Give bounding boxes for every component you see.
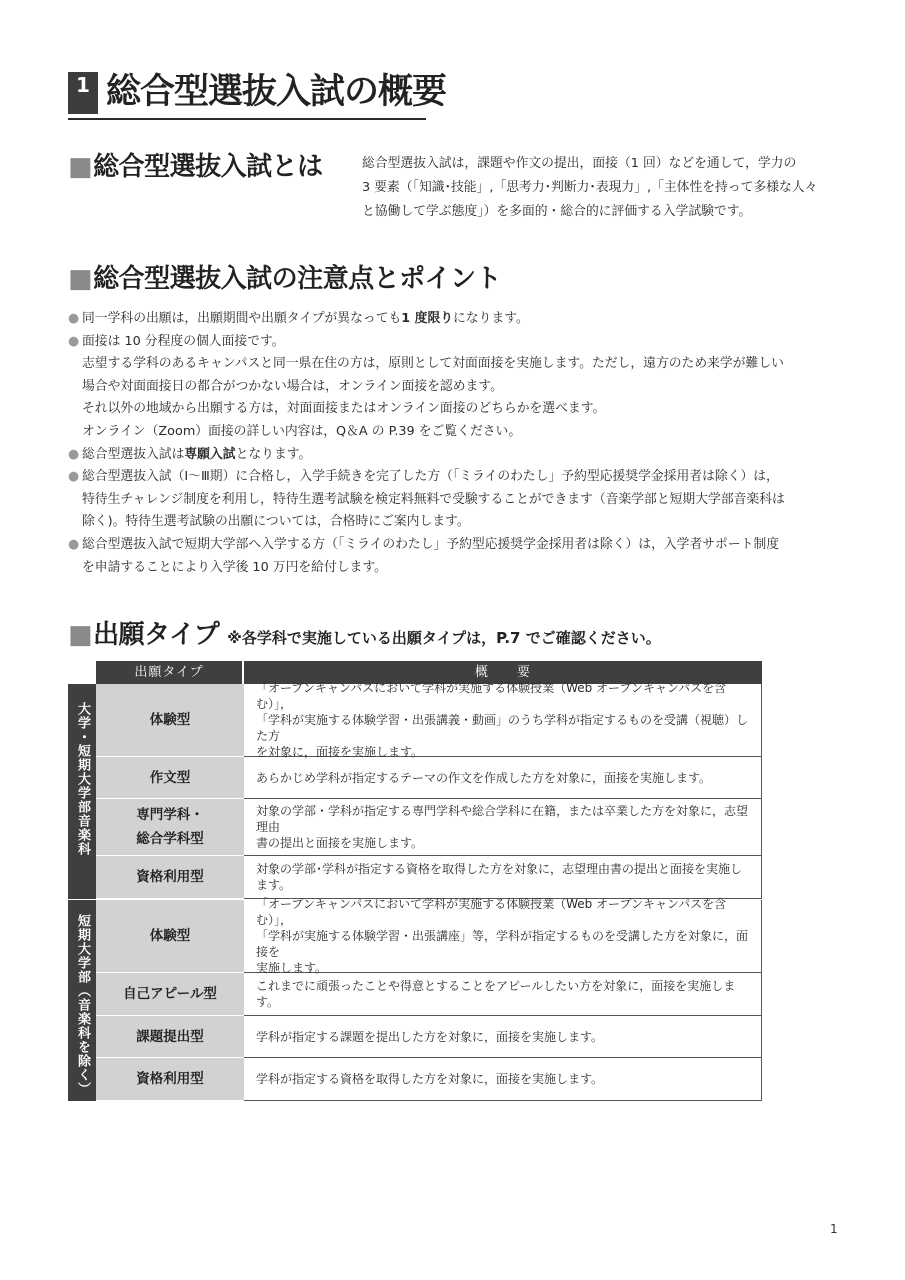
table-row-type: 体験型 [96, 684, 244, 757]
page-title-text: 総合型選抜入試の概要 [106, 72, 447, 112]
heading-square-icon: ■ [68, 264, 93, 294]
list-item: ● 総合型選抜入試で短期大学部へ入学する方（「ミライのわたし」予約型応援奨学金採用者は除く）は，入学者サポート制度 を申請することにより入学後 10 万円を給付します。 [68, 534, 848, 579]
table-row-type: 自己アピール型 [96, 973, 244, 1016]
emphasis-exclusive: 専願入試 [184, 446, 236, 462]
section-number-badge: 1 [68, 72, 98, 114]
heading-note: ※各学科で実施している出願タイプは，P.7 でご確認ください。 [227, 629, 661, 647]
bullet-icon: ● [68, 311, 80, 326]
list-item: ● 総合型選抜入試は専願入試となります。 [68, 444, 848, 467]
table-row-type: 専門学科・ 総合学科型 [96, 799, 244, 856]
bullet-icon: ● [68, 333, 80, 349]
intro-line: と協働して学ぶ態度」）を多面的・総合的に評価する入学試験です。 [362, 204, 752, 219]
table-row-desc: 対象の学部･学科が指定する資格を取得した方を対象に，志望理由書の提出と面接を実施します。 [244, 856, 762, 899]
table-row-desc: 「オープンキャンパスにおいて学科が実施する体験授業（Web オープンキャンパスを含む）」， 「学科が実施する体験学習・出張講座」等，学科が指定するものを受講した方を対象に，面接を 実施します。 [244, 900, 762, 973]
heading-what-is: ■総合型選抜入試とは [68, 152, 323, 182]
list-item: ● 面接は 10 分程度の個人面接です。 志望する学科のあるキャンパスと同一県在住の方は，原則として対面面接を実施します。ただし，遠方のため来学が難しい 場合や対面面接日の都合がつかない場合は，オンライン面接を認めます。 それ以外の地域から出願する方は，対面面接またはオンライン面接のどちらかを選べます。 オンライン（Zoom）面接の詳しい内容は，Q＆A の P.39 をご覧ください。 [68, 331, 848, 444]
table-row-desc: あらかじめ学科が指定するテーマの作文を作成した方を対象に，面接を実施します。 [244, 757, 762, 799]
heading-points: ■総合型選抜入試の注意点とポイント [68, 264, 502, 294]
table-row-desc: 学科が指定する資格を取得した方を対象に，面接を実施します。 [244, 1058, 762, 1101]
page-number: 1 [830, 1222, 838, 1236]
heading-square-icon: ■ [68, 620, 93, 650]
points-list [68, 308, 848, 579]
list-item: ● 同一学科の出願は，出願期間や出願タイプが異なっても1 度限りになります。 [68, 308, 848, 331]
group-label-university: 大学・短期大学部音楽科 [68, 684, 96, 899]
column-header-type: 出願タイプ [96, 661, 244, 684]
bullet-icon: ● [68, 469, 80, 485]
intro-line: 3 要素（「知識･技能」,「思考力･判断力･表現力」,「主体性を持って多様な人々 [362, 180, 818, 195]
table-row-type: 資格利用型 [96, 856, 244, 899]
page-title [68, 68, 447, 120]
application-type-table [68, 661, 762, 1101]
bullet-icon: ● [68, 446, 80, 462]
bullet-icon: ● [68, 536, 80, 552]
table-row-desc: これまでに頑張ったことや得意とすることをアピールしたい方を対象に，面接を実施します。 [244, 973, 762, 1016]
list-item: ● 総合型選抜入試（Ⅰ～Ⅲ期）に合格し，入学手続きを完了した方（「ミライのわたし」予約型応援奨学金採用者は除く）は， 特待生チャレンジ制度を利用し，特待生選考試験を検定料無料で受験することができます（音楽学部と短期大学部音楽科は 除く)。特待生選考試験の出願については，合格時にご案内します。 [68, 466, 848, 534]
table-row-type: 資格利用型 [96, 1058, 244, 1101]
table-row-desc: 「オープンキャンパスにおいて学科が実施する体験授業（Web オープンキャンパスを含む）」， 「学科が実施する体験学習・出張講義・動画」のうち学科が指定するものを受講（視聴）した方 を対象に，面接を実施します。 [244, 684, 762, 757]
heading-square-icon: ■ [68, 152, 93, 182]
heading-application-types: ■出願タイプ ※各学科で実施している出願タイプは，P.7 でご確認ください。 [68, 620, 661, 650]
table-row-desc: 対象の学部・学科が指定する専門学科や総合学科に在籍，または卒業した方を対象に，志望理由 書の提出と面接を実施します。 [244, 799, 762, 856]
table-row-desc: 学科が指定する課題を提出した方を対象に，面接を実施します。 [244, 1016, 762, 1058]
table-row-type: 作文型 [96, 757, 244, 799]
intro-line: 総合型選抜入試は，課題や作文の提出，面接（1 回）などを通して，学力の [362, 156, 797, 171]
emphasis-once: 1 度限り [401, 311, 454, 326]
group-label-junior-college: 短期大学部（音楽科を除く） [68, 900, 96, 1101]
table-row-type: 課題提出型 [96, 1016, 244, 1058]
table-row-type: 体験型 [96, 900, 244, 973]
intro-paragraph [362, 152, 837, 224]
column-header-summary: 概 要 [244, 661, 762, 684]
